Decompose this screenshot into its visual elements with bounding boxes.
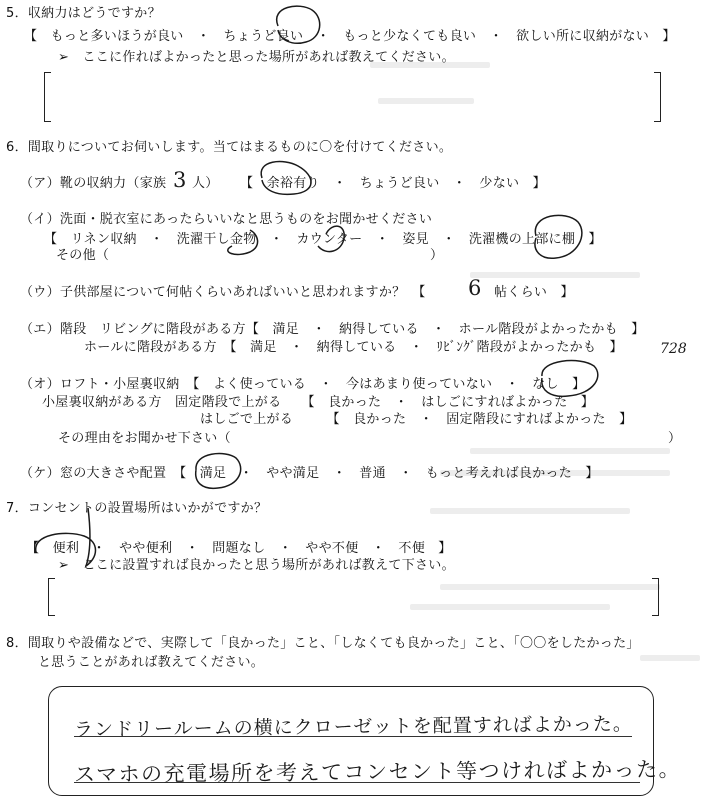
q5-circle-chodo-yoi (277, 6, 320, 43)
q6a-options: 【 余裕有り ・ ちょうど良い ・ 少ない 】 (240, 176, 546, 191)
q6o-sub2: はしごで上がる 【 良かった ・ 固定階段にすればよかった 】 (200, 412, 633, 427)
q6u-label: （ウ）子供部屋について何帖くらいあればいいと思われますか？ 【 (20, 285, 426, 300)
q6-title: 6．間取りについてお伺いします。当てはまるものに〇を付けてください。 (6, 140, 453, 155)
q6i-other-label: その他（ (56, 248, 110, 263)
q6e-margin-note: 728 (660, 341, 687, 357)
q6i-options: 【 リネン収納 ・ 洗濯干し金物 ・ カウンター ・ 姿見 ・ 洗濯機の上部に棚 】 (44, 232, 602, 247)
q6a-unit: 人） (192, 176, 219, 191)
q6e-label: （エ）階段 リビングに階段がある方【 満足 ・ 納得している ・ ホール階段がよかったかも 】 (20, 322, 645, 337)
q6o-label: （オ）ロフト・小屋裏収納 【 よく使っている ・ 今はあまり使っていない ・ なし 】 (20, 377, 586, 392)
q7-prompt: ➢ ここに設置すれば良かったと思う場所があれば教えて下さい。 (58, 558, 455, 573)
q6a-family-count[interactable]: 3 (173, 168, 187, 192)
q8-answer-line2[interactable]: スマホの充電場所を考えてコンセント等つければよかった。 (73, 757, 682, 787)
q6a-circle-yoyu-ari (261, 162, 311, 195)
q6k-circle-manzoku (196, 454, 241, 489)
q6i-mark-counter (318, 226, 344, 251)
q6o-reason-close: ） (668, 431, 682, 446)
q8-answer-line1[interactable]: ランドリールームの横にクローゼットを配置すればよかった。 (73, 713, 633, 741)
q6o-circle-nashi (542, 361, 598, 397)
q7-title: 7．コンセントの設置場所はいかがですか？ (6, 501, 268, 516)
q7-circle-benri (36, 508, 96, 566)
q7-options: 【 便利 ・ やや便利 ・ 問題なし ・ やや不便 ・ 不便 】 (26, 541, 452, 556)
q5-options: 【 もっと多いほうが良い ・ ちょうど良い ・ もっと少なくても良い ・ 欲しい所に収納がない 】 (24, 29, 676, 44)
q6i-label: （イ）洗面・脱衣室にあったらいいなと思うものをお聞かせください (20, 212, 433, 227)
q8-title-cont: と思うことがあれば教えてください。 (38, 655, 265, 670)
q6e-label2: ホールに階段がある方 【 満足 ・ 納得している ・ ﾘﾋﾞﾝｸﾞ階段がよかったかも 】 (84, 340, 623, 355)
q6k-label: （ケ）窓の大きさや配置 【 満足 ・ やや満足 ・ 普通 ・ もっと考えれば良かった 】 (20, 466, 599, 481)
q6i-other-close: ） (430, 248, 444, 263)
q6i-circle-washer-shelf (535, 215, 582, 258)
q5-title: 5．収納力はどうですか？ (6, 6, 161, 21)
q5-prompt: ➢ ここに作ればよかったと思った場所があれば教えてください。 (58, 50, 455, 65)
q6o-sub1: 小屋裏収納がある方 固定階段で上がる 【 良かった ・ はしごにすればよかった 】 (42, 395, 595, 410)
q6a-label: （ア）靴の収納力（家族 (20, 176, 167, 191)
q6o-reason-label: その理由をお聞かせ下さい（ (58, 431, 231, 446)
q6i-mark-linen (228, 230, 258, 254)
q6u-unit: 帖くらい 】 (494, 285, 574, 300)
q8-title: 8．間取りや設備などで、実際して「良かった」こと、「しなくても良かった」こと、「〇〇をしたかった」 (6, 636, 640, 651)
q6u-answer[interactable]: 6 (468, 276, 482, 300)
